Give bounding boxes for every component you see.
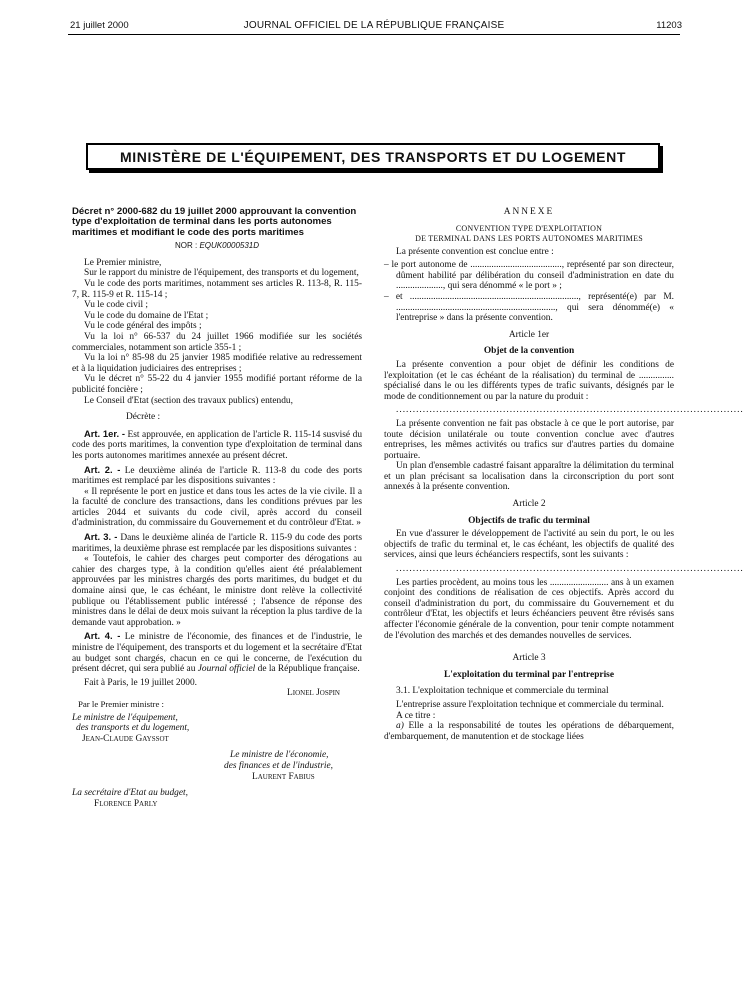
preamble-vu-2: Vu le code civil ;	[84, 300, 148, 311]
signature-equipement-title-1: Le ministre de l'équipement,	[72, 712, 178, 723]
article-1-paragraph-2: La présente convention ne fait pas obstacle à ce que le port autorise, par toute décision unilatérale ou toute convention conclue avec d'autres entreprises, les mêmes activités ou trafics sur d'autres parties du domaine portuaire.	[384, 418, 674, 461]
article-4-text-b: de la République française.	[257, 664, 360, 675]
article-1-text: Est approuvée, en application de l'article R. 115-14 susvisé du code des ports maritimes, la convention type d'exploitation de terminal dans les ports autonomes maritimes annexée au présent décret.	[72, 429, 363, 461]
preamble-vu-4: Vu le code général des impôts ;	[84, 321, 202, 332]
article-4-label: Art. 4. -	[84, 630, 121, 642]
preamble-vu-3: Vu le code du domaine de l'Etat ;	[84, 310, 209, 321]
article-1-paragraph-3: Un plan d'ensemble cadastré faisant apparaître la délimitation du terminal et un plan précisant sa localisation dans la circonscription du port sont annexés à la présente convention.	[384, 461, 674, 493]
article-2-text: Le deuxième alinéa de l'article R. 113-8 du code des ports maritimes est remplacé par les dispositions suivantes :	[72, 465, 362, 487]
decrete: Décrète :	[126, 412, 161, 423]
nor-label: NOR :	[174, 241, 198, 251]
article-3	[72, 532, 362, 554]
decree-title: Décret n° 2000-682 du 19 juillet 2000 approuvant la convention type d'exploitation de terminal dans les ports autonomes maritimes et modifiant le code des ports maritimes	[72, 206, 357, 238]
article-4-text-a: Le ministre de l'économie, des finances et de l'industrie, le ministre de l'équipement, des transports et du logement et la secrétaire d'Etat au budget sont chargés, chacun en ce qui le concerne, de l'exécution du présent décret, qui sera publié au	[72, 632, 362, 675]
article-2-quote: « Il représente le port en justice et dans tous les actes de la vie civile. Il a la faculté de conclure des transactions, dans les conditions prévues par les articles 2044 et suivants du code civil, après accord du conseil d'administration, du commissaire du Gouvernement et du contrôleur d'Etat. »	[72, 486, 362, 529]
convention-intro: La présente convention est conclue entre :	[396, 246, 554, 257]
annexe-heading: ANNEXE	[503, 207, 555, 217]
article-4-journal: Journal officiel	[197, 664, 256, 675]
article-2-paragraph-2: Les parties procèdent, au moins tous les ......................... ans à un examen conjoint des conditions de réalisation de ces objectifs. Après accord du conseil d'administration du port, du commissaire du Gouvernement et du contrôleur d'Etat, les objectifs et leurs échéanciers peuvent être révisés sans affecter l'économie générale de la convention, pour tenir compte notamment de l'évolution des marchés et des demandes nouvelles de services.	[384, 577, 674, 641]
article-3-item-a-text: Elle a la responsabilité de toutes les opérations de débarquement, d'embarquement, de manutention et de stockage liées	[384, 721, 674, 742]
article-1-title: Objet de la convention	[483, 346, 575, 357]
decree-column	[72, 207, 362, 809]
article-4	[72, 631, 362, 674]
convention-title-line-1: CONVENTION TYPE D'EXPLOITATION	[455, 223, 603, 233]
preamble-vu-7: Vu le décret n° 55-22 du 4 janvier 1955 modifié portant réforme de la publicité foncière ;	[72, 374, 362, 395]
article-3-title: L'exploitation du terminal par l'entreprise	[444, 669, 614, 680]
par-le-premier-ministre: Par le Premier ministre :	[78, 698, 164, 709]
annexe-column	[384, 207, 744, 742]
fait-a-paris: Fait à Paris, le 19 juillet 2000.	[84, 677, 198, 688]
article-3-quote: « Toutefois, le cahier des charges peut comporter des dérogations au cahier des charges type, à la condition qu'elles aient été préalablement approuvées par les ministres chargés des ports maritimes, du budget et du domaine ainsi que, le cas échéant, le ministre dont relève la collectivité publique ou l'établissement public intéressé ; l'absence de réponse des ministres dans le délai de deux mois suivant la réception la plus tardive de la demande vaut approbation. »	[72, 554, 362, 628]
article-1-dots: ........................................................................................................	[396, 405, 744, 416]
header-rule	[68, 34, 680, 35]
nor-reference	[72, 241, 362, 252]
signature-premier-ministre: Lionel Jospin	[287, 688, 340, 699]
signature-budget-title: La secrétaire d'Etat au budget,	[72, 788, 188, 799]
preamble-vu-5: Vu la loi n° 66-537 du 24 juillet 1966 modifiée sur les sociétés commerciales, notamment son article 355-1 ;	[72, 331, 362, 353]
article-1-number: Article 1er	[508, 329, 550, 340]
article-3-paragraph-2: A ce titre :	[396, 710, 436, 721]
article-1	[72, 429, 362, 462]
signature-equipement-name: Jean-Claude Gayssot	[82, 733, 169, 744]
nor-value: EQUK0000531D	[199, 241, 260, 251]
signature-budget-name: Florence Parly	[94, 798, 158, 809]
party-entreprise: – et ........................................................................, représenté(e) par M. ...................................................................., qui sera dénommé(e) « l'entreprise » dans la présente convention.	[384, 291, 674, 324]
ministry-banner: MINISTÈRE DE L'ÉQUIPEMENT, DES TRANSPORTS ET DU LOGEMENT	[86, 143, 660, 170]
article-2	[72, 465, 362, 487]
article-2-title: Objectifs de trafic du terminal	[468, 515, 590, 526]
convention-title-line-2: DE TERMINAL DANS LES PORTS AUTONOMES MARITIMES	[415, 233, 643, 243]
signature-economie-title-1: Le ministre de l'économie,	[230, 750, 329, 761]
signature-economie-name: Laurent Fabius	[252, 771, 315, 782]
article-1-label: Art. 1er. -	[84, 427, 126, 439]
article-2-paragraph-1: En vue d'assurer le développement de l'activité au sein du port, le ou les objectifs de trafic du terminal et, le cas échéant, les objectifs de qualité des services, ainsi que leurs échéanciers respectifs, sont les suivants :	[384, 529, 674, 561]
article-2-label: Art. 2. -	[84, 463, 121, 475]
article-1-paragraph-1: La présente convention a pour objet de définir les conditions de l'exploitation (et le cas échéant de la réalisation) du terminal de ............... spécialisé dans le ou les différents types de trafic suivants, désignés par le mode de conditionnement ou par la nature du produit :	[384, 359, 674, 402]
article-3-item-a-label: a)	[396, 721, 404, 732]
article-3-label: Art. 3. -	[84, 531, 118, 543]
signature-economie-title-2: des finances et de l'industrie,	[224, 760, 334, 771]
article-3-item-a	[384, 721, 674, 742]
article-3-paragraph-1: L'entreprise assure l'exploitation technique et commerciale du terminal.	[396, 699, 664, 710]
preamble-premier: Le Premier ministre,	[84, 257, 162, 268]
article-3-subsection: 3.1. L'exploitation technique et commerciale du terminal	[396, 686, 609, 697]
article-3-text: Dans le deuxième alinéa de l'article R. 115-9 du code des ports maritimes, la deuxième phrase est remplacée par les dispositions suivantes :	[72, 533, 363, 554]
party-port: – le port autonome de ......................................., représenté par son directeur, dûment habilité par délibération du conseil d'administration en date du ...................., qui sera dénommé « le port » ;	[384, 260, 674, 292]
preamble-vu-1: Vu le code des ports maritimes, notamment ses articles R. 113-8, R. 115-7, R. 115-9 et R. 115-14 ;	[72, 279, 362, 300]
header-journal-title: JOURNAL OFFICIEL DE LA RÉPUBLIQUE FRANÇAISE	[243, 20, 505, 31]
article-2-dots: ........................................................................................................	[396, 564, 744, 575]
header-page-number: 11203	[656, 20, 682, 31]
signature-equipement-title-2: des transports et du logement,	[76, 723, 190, 734]
preamble-conseil: Le Conseil d'Etat (section des travaux publics) entendu,	[84, 395, 293, 406]
article-3-number: Article 3	[512, 653, 546, 664]
preamble-rapport: Sur le rapport du ministre de l'équipement, des transports et du logement,	[84, 268, 359, 279]
preamble-vu-6: Vu la loi n° 85-98 du 25 janvier 1985 modifiée relative au redressement et à la liquidation judiciaires des entreprises ;	[72, 353, 362, 374]
article-2-number: Article 2	[512, 499, 546, 510]
header-date: 21 juillet 2000	[70, 20, 129, 31]
